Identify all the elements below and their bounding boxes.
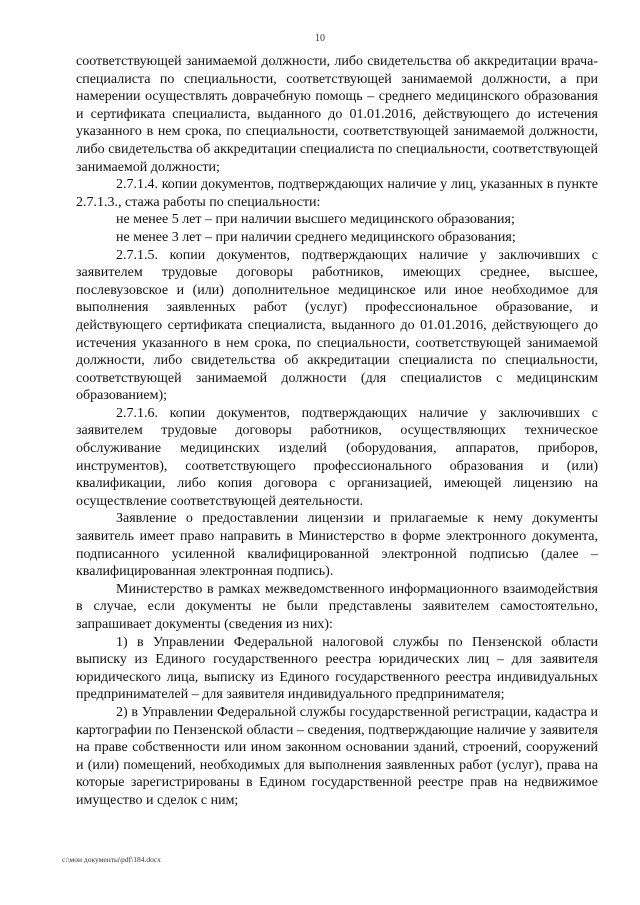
paragraph-2: 2.7.1.4. копии документов, подтверждающих наличие у лиц, указанных в пункте 2.7.1.3., стажа работы по специальности:	[76, 177, 598, 210]
paragraph-4: не менее 3 лет – при наличии среднего медицинского образования;	[116, 229, 516, 245]
paragraph-9: 1) в Управлении Федеральной налоговой службы по Пензенской области выписку из Единого государственного реестра юридических лиц – для заявителя юридического лица, выписку из Единого государственного реестра индивидуальных предпринимателей – для заявителя индивидуального предпринимателя;	[76, 634, 598, 703]
paragraph-3: не менее 5 лет – при наличии высшего медицинского образования;	[116, 212, 515, 228]
page-number: 10	[315, 33, 325, 44]
file-path-footer: c:\мои документы\pdf\184.docx	[62, 855, 161, 864]
paragraph-10: 2) в Управлении Федеральной службы государственной регистрации, кадастра и картографии по Пензенской области – сведения, подтверждающие наличие у заявителя на праве собственности или ином законном основании зданий, строений, сооружений и (или) помещений, необходимых для выполнения заявленных работ (услуг), права на которые зарегистрированы в Едином государственной реестре прав на недвижимое имущество и сделок с ним;	[76, 704, 598, 808]
paragraph-8: Министерство в рамках межведомственного информационного взаимодействия в случае, если документы не были представлены заявителем самостоятельно, запрашивает документы (сведения из них):	[76, 581, 598, 632]
paragraph-5: 2.7.1.5. копии документов, подтверждающих наличие у заключивших с заявителем трудовые договоры работников, имеющих среднее, высшее, послевузовское и (или) дополнительное медицинское или иное необходимое для выполнения заявленных работ (услуг) профессиональное образование, и действующего сертификата специалиста, выданного до 01.01.2016, действующего до истечения указанного в нем срока, по специальности, соответствующей занимаемой должности, либо свидетельства об аккредитации специалиста по специальности, соответствующей занимаемой должности (для специалистов с медицинским образованием);	[76, 247, 598, 404]
paragraph-1: соответствующей занимаемой должности, либо свидетельства об аккредитации врача-специалиста по специальности, соответствующей занимаемой должности, а при намерении осуществлять доврачебную помощь – среднего медицинского образования и сертификата специалиста, выданного до 01.01.2016, действующего до истечения указанного в нем срока, по специальности, соответствующей занимаемой должности, либо свидетельства об аккредитации специалиста по специальности, соответствующей занимаемой должности;	[76, 54, 598, 175]
paragraph-7: Заявление о предоставлении лицензии и прилагаемые к нему документы заявитель имеет право направить в Министерство в форме электронного документа, подписанного усиленной квалифицированной электронной подписью (далее – квалифицированная электронная подпись).	[76, 511, 598, 580]
paragraph-6: 2.7.1.6. копии документов, подтверждающих наличие у заключивших с заявителем трудовые договоры работников, осуществляющих техническое обслуживание медицинских изделий (оборудования, аппаратов, приборов, инструментов), соответствующего профессионального образования и (или) квалификации, либо копия договора с организацией, имеющей лицензию на осуществление соответствующей деятельности.	[76, 405, 598, 509]
document-body	[76, 53, 598, 810]
